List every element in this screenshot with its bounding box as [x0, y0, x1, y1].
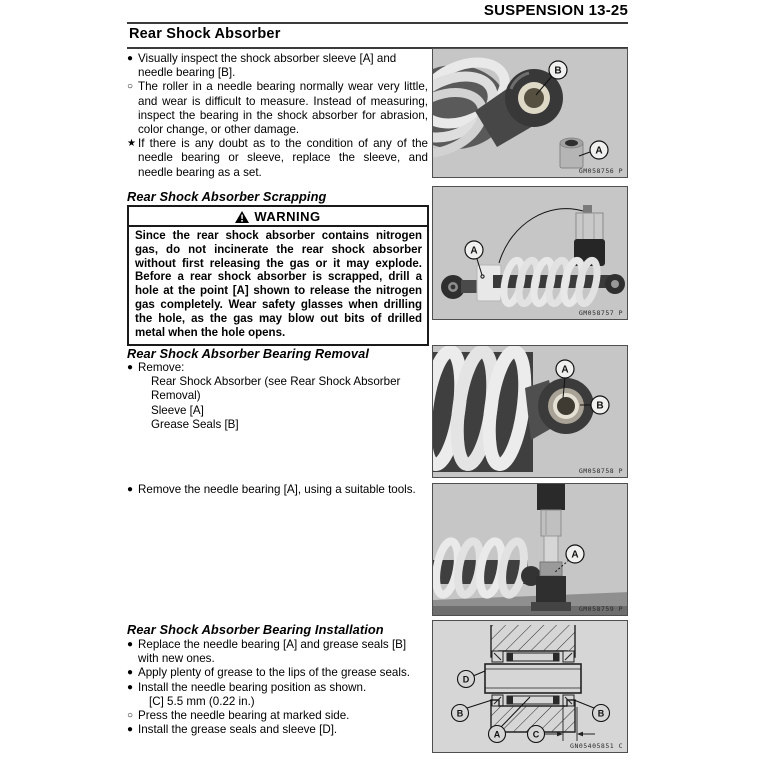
- callout-A: [590, 141, 608, 159]
- callout-A: [556, 360, 574, 378]
- section-heading-scrapping: Rear Shock Absorber Scrapping: [127, 189, 327, 204]
- bullet-icon: ●: [127, 53, 134, 64]
- list-item-text: If there is any doubt as to the condition of any of the needle bearing or sleeve, replace the sleeve, and needle bearing as a set.: [138, 137, 428, 179]
- figure-code: GM058759 P: [578, 605, 623, 613]
- list-item-text: Press the needle bearing at marked side.: [138, 709, 350, 723]
- warning-text: Since the rear shock absorber contains nitrogen gas, do not incinerate the rear shock absorber without first releasing the gas or it may explode. Before a rear shock absorber is scrapped, drill a hole at the point [A] shown to release the nitrogen gas completely. Wear safety glasses when drilling the hole, as the gas may blow out bits of drilled metal when the hole opens.: [135, 230, 422, 339]
- list-item: [127, 723, 428, 737]
- callout-B-left: [452, 705, 469, 722]
- circle-bullet-icon: ○: [127, 81, 134, 93]
- list-item-text: Apply plenty of grease to the lips of the grease seals.: [138, 666, 410, 680]
- bullet-icon: ●: [127, 667, 134, 679]
- figure-sleeve-grease-seals-photo: [432, 345, 628, 478]
- warning-label: WARNING: [254, 209, 321, 224]
- bullet-icon: ●: [127, 484, 134, 495]
- installation-list: [127, 638, 428, 737]
- inspection-list: [127, 52, 428, 180]
- star-bullet-icon: ★: [127, 138, 136, 150]
- figure-2-illustration: [433, 187, 627, 319]
- callout-A: [566, 545, 584, 563]
- list-item: [127, 709, 428, 723]
- upper-seal-bearing-row: [492, 651, 574, 662]
- bullet-icon: ●: [127, 681, 134, 693]
- page-header: SUSPENSION 13-25: [483, 2, 628, 19]
- svg-text:B: B: [596, 400, 604, 412]
- page-title: Rear Shock Absorber: [129, 26, 281, 42]
- reservoir-hose: [499, 209, 583, 263]
- figure-3-illustration: [433, 346, 627, 477]
- list-item: [127, 681, 428, 695]
- svg-text:B: B: [554, 65, 562, 77]
- sub-list-item: Sleeve [A]: [151, 403, 204, 417]
- bullet-icon: ●: [127, 362, 134, 373]
- figure-needle-bearing-removal-photo: [432, 483, 628, 616]
- sleeve: [485, 664, 581, 693]
- upper-housing: [491, 625, 575, 657]
- figure-code: GN05405851 C: [570, 742, 623, 750]
- list-item: [127, 666, 428, 680]
- callout-b-left-leader: [467, 700, 492, 708]
- list-item-text: Visually inspect the shock absorber sleeve [A] and needle bearing [B].: [138, 52, 397, 80]
- figure-4-illustration: [433, 484, 627, 615]
- list-item: [127, 137, 428, 180]
- list-item: [127, 483, 428, 497]
- bullet-icon: ●: [127, 724, 134, 736]
- svg-text:A: A: [470, 245, 478, 257]
- list-item: [127, 361, 428, 375]
- lower-seal-bearing-row: [492, 695, 574, 706]
- warning-box: [127, 205, 429, 346]
- list-item-text: Replace the needle bearing [A] and grease seals [B] with new ones.: [138, 638, 407, 666]
- callout-C: [528, 726, 545, 743]
- list-item-text: Install the needle bearing position as shown.: [138, 680, 367, 694]
- section-heading-bearing-installation: Rear Shock Absorber Bearing Installation: [127, 622, 384, 637]
- list-item: [127, 638, 428, 666]
- right-eye: [605, 274, 625, 294]
- svg-text:A: A: [493, 729, 501, 740]
- figure-shock-absorber-drill-point-photo: [432, 186, 628, 320]
- removal-list: [127, 361, 428, 432]
- press-tool: [531, 484, 571, 611]
- svg-text:A: A: [595, 145, 603, 157]
- callout-B: [549, 61, 567, 79]
- list-item-text: Install the grease seals and sleeve [D].: [138, 723, 338, 737]
- svg-text:A: A: [561, 364, 569, 376]
- sub-list-item: Grease Seals [B]: [151, 417, 239, 431]
- list-item: [127, 80, 428, 137]
- callout-D: [458, 671, 475, 688]
- svg-text:D: D: [462, 674, 470, 685]
- removal-note: [127, 483, 428, 497]
- sleeve-part: [560, 138, 583, 168]
- callout-b-right-leader: [574, 700, 594, 708]
- figure-bearing-installation-diagram: [432, 620, 628, 753]
- dimension-value: [C] 5.5 mm (0.22 in.): [149, 694, 255, 708]
- warning-header: [129, 207, 427, 227]
- list-item: [127, 52, 428, 80]
- warning-triangle-icon: [235, 211, 249, 223]
- figure-1-illustration: [433, 49, 627, 177]
- callout-A: [465, 241, 483, 259]
- figure-code: GM058758 P: [578, 467, 623, 475]
- svg-text:A: A: [571, 549, 579, 561]
- callout-B: [591, 396, 609, 414]
- figure-5-illustration: [433, 621, 627, 752]
- bearing-eye: [538, 378, 594, 434]
- sub-list-item: Rear Shock Absorber (see Rear Shock Absorber Removal): [151, 375, 401, 403]
- circle-bullet-icon: ○: [127, 710, 134, 722]
- svg-text:B: B: [456, 708, 464, 719]
- list-item-text: The roller in a needle bearing normally wear very little, and wear is difficult to measure. Instead of measuring, inspect the bearing in the shock absorber for abrasion, color change, or other damage.: [138, 80, 428, 137]
- list-item-text: Remove:: [138, 361, 185, 374]
- remote-reservoir: [574, 205, 605, 266]
- figure-code: GM058757 P: [578, 309, 623, 317]
- svg-text:C: C: [532, 729, 540, 740]
- svg-text:B: B: [597, 708, 605, 719]
- list-item-text: Remove the needle bearing [A], using a suitable tools.: [138, 483, 416, 496]
- callout-A: [489, 726, 506, 743]
- figure-sleeve-needle-bearing-photo: [432, 48, 628, 178]
- bullet-icon: ●: [127, 639, 134, 650]
- header-rule: [127, 22, 628, 24]
- callout-d-leader: [473, 671, 485, 676]
- section-heading-bearing-removal: Rear Shock Absorber Bearing Removal: [127, 346, 369, 361]
- figure-code: GM058756 P: [578, 167, 623, 175]
- callout-B-right: [593, 705, 610, 722]
